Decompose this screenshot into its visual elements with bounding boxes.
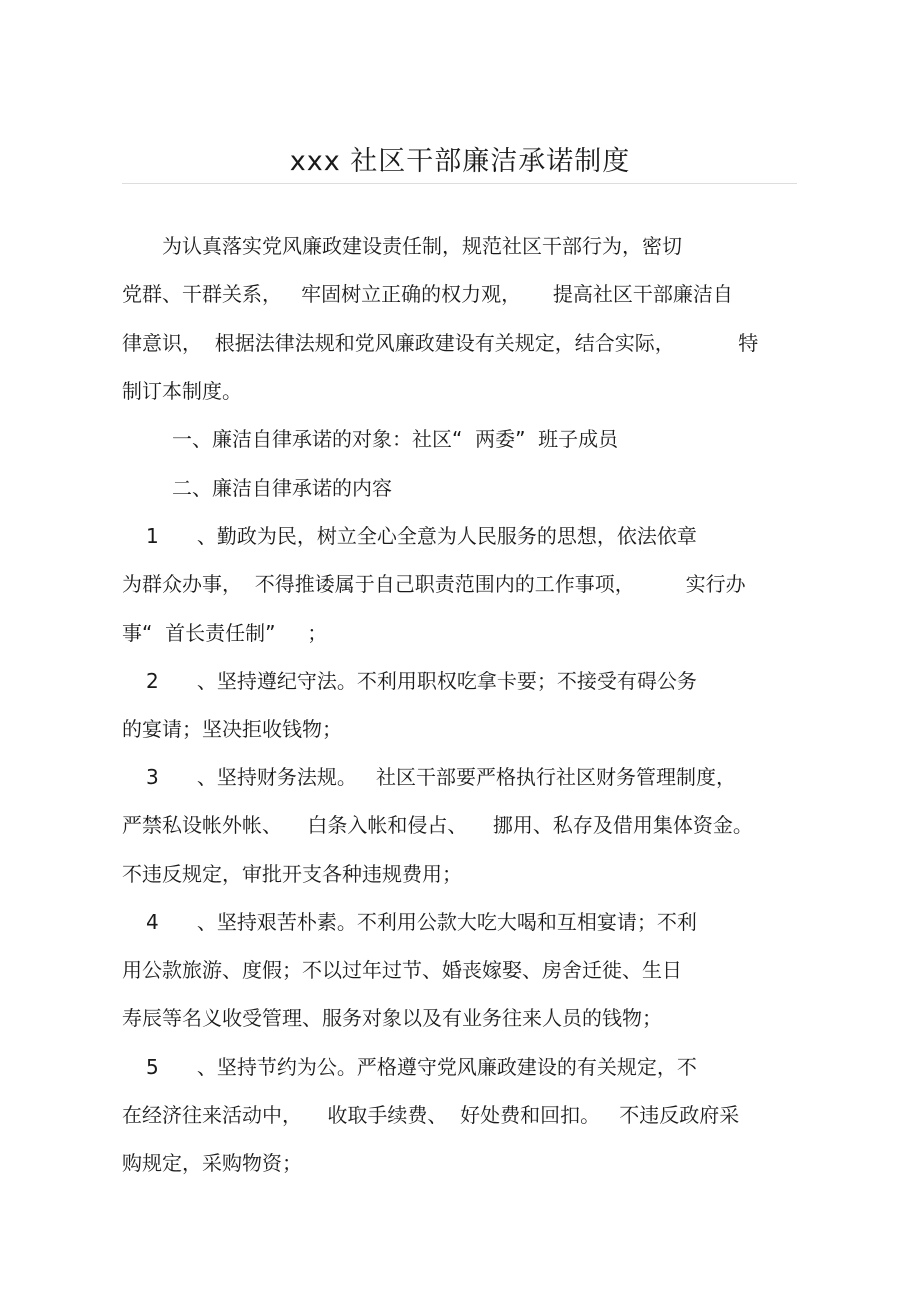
list-item-line: 2 、坚持遵纪守法。不利用职权吃拿卡要；不接受有碍公务 bbox=[146, 669, 697, 693]
list-item-line: 5 、坚持节约为公。严格遵守党风廉政建设的有关规定，不 bbox=[146, 1055, 697, 1079]
list-item-line: 不违反规定，审批开支各种违规费用； bbox=[122, 862, 462, 886]
list-item-line: 购规定，采购物资； bbox=[122, 1151, 302, 1175]
paragraph-line: 律意识， 根据法律法规和党风廉政建设有关规定，结合实际， 特 bbox=[122, 331, 759, 355]
list-item-line: 用公款旅游、度假；不以过年过节、婚丧嫁娶、房舍迁徙、生日 bbox=[122, 958, 682, 982]
list-item-line: 的宴请；坚决拒收钱物； bbox=[122, 717, 342, 741]
list-item-line: 1 、勤政为民，树立全心全意为人民服务的思想，依法依章 bbox=[146, 524, 697, 548]
paragraph-line: 为认真落实党风廉政建设责任制，规范社区干部行为，密切 bbox=[162, 234, 682, 258]
list-item-line: 严禁私设帐外帐、 白条入帐和侵占、 挪用、私存及借用集体资金。 bbox=[122, 813, 753, 837]
title-divider bbox=[122, 183, 797, 184]
list-item-line: 为群众办事， 不得推诿属于自己职责范围内的工作事项， 实行办 bbox=[122, 572, 746, 596]
document-title: xxx 社区干部廉洁承诺制度 bbox=[289, 146, 631, 177]
list-item-line: 4 、坚持艰苦朴素。不利用公款大吃大喝和互相宴请；不利 bbox=[146, 910, 697, 934]
section-heading: 二、廉洁自律承诺的内容 bbox=[172, 476, 392, 500]
list-item-line: 寿辰等名义收受管理、服务对象以及有业务往来人员的钱物； bbox=[122, 1006, 662, 1030]
list-item-line: 在经济往来活动中， 收取手续费、 好处费和回扣。 不违反政府采 bbox=[122, 1103, 740, 1127]
paragraph-line: 制订本制度。 bbox=[122, 379, 242, 403]
list-item-line: 3 、坚持财务法规。 社区干部要严格执行社区财务管理制度， bbox=[146, 765, 736, 789]
list-item-line: 事“ 首长责任制” ； bbox=[122, 621, 328, 645]
paragraph-line: 党群、干群关系， 牢固树立正确的权力观， 提高社区干部廉洁自 bbox=[122, 282, 733, 306]
section-heading: 一、廉洁自律承诺的对象：社区“ 两委” 班子成员 bbox=[172, 427, 619, 451]
